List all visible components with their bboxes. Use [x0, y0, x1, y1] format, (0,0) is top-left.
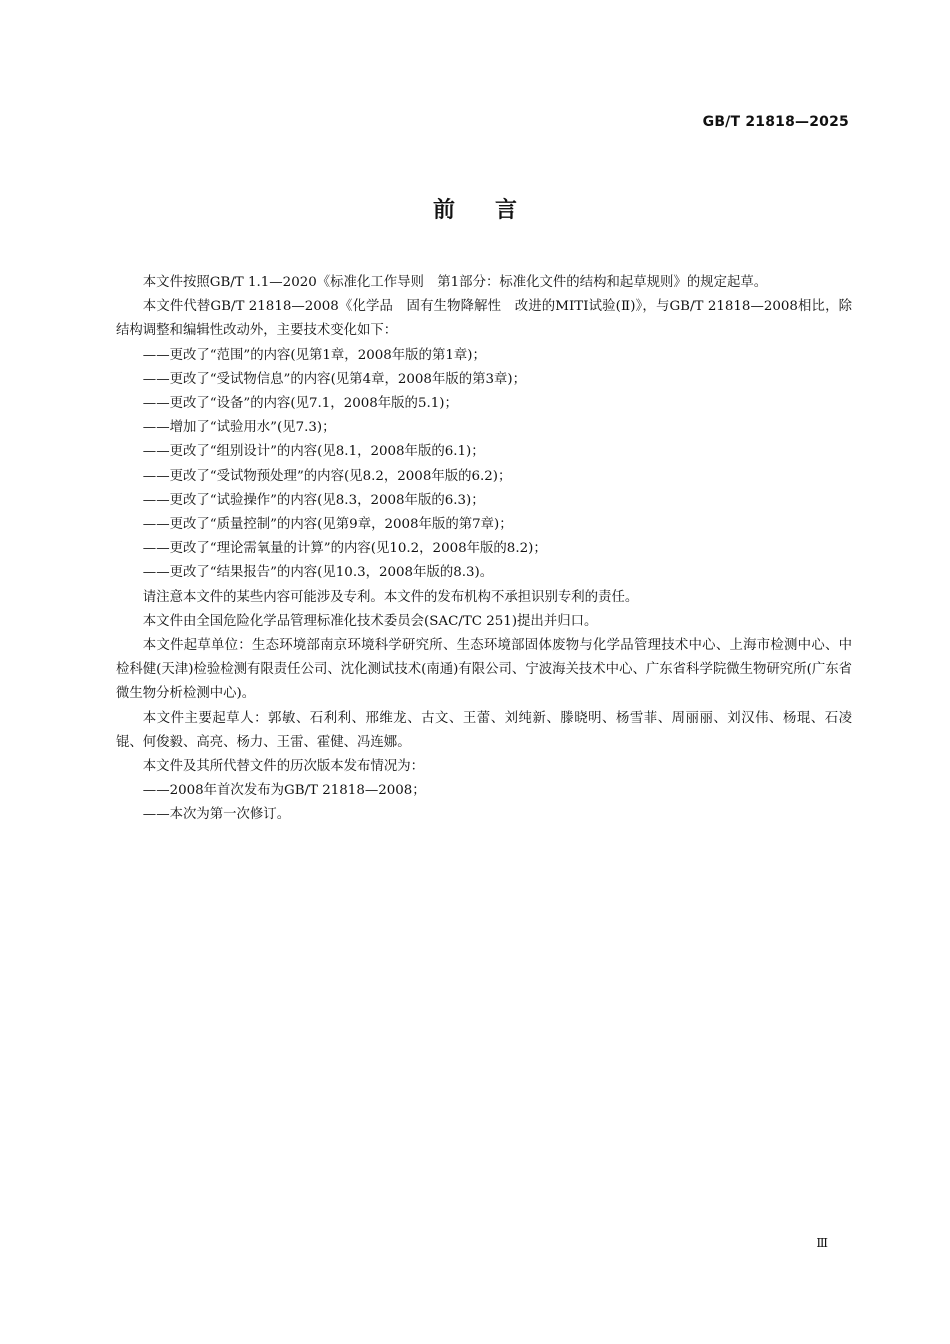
change-item-quality-control: ——更改了“质量控制”的内容(见第9章，2008年版的第7章)； [142, 517, 513, 533]
change-item-test-substance: ——更改了“受试物信息”的内容(见第4章，2008年版的第3章)； [142, 371, 527, 387]
change-item-test-water: ——增加了“试验用水”(见7.3)； [142, 420, 336, 436]
history-item-first-release: ——2008年首次发布为GB/T 21818—2008； [142, 783, 426, 799]
history-item-revision: ——本次为第一次修订。 [142, 807, 291, 823]
change-item-test-operation: ——更改了“试验操作”的内容(见8.3，2008年版的6.3)； [142, 492, 485, 508]
paragraph-patent-notice: 请注意本文件的某些内容可能涉及专利。本文件的发布机构不承担识别专利的责任。 [142, 589, 639, 605]
page-number: Ⅲ [816, 1236, 828, 1250]
document-body [116, 271, 852, 828]
paragraph-committee: 本文件由全国危险化学品管理标准化技术委员会(SAC/TC 251)提出并归口。 [142, 613, 598, 629]
change-item-pretreatment: ——更改了“受试物预处理”的内容(见8.2，2008年版的6.2)； [142, 468, 512, 484]
change-item-result-report: ——更改了“结果报告”的内容(见10.3，2008年版的8.3)。 [142, 565, 494, 581]
paragraph-drafting-rules: 本文件按照GB/T 1.1—2020《标准化工作导则 第1部分：标准化文件的结构和起草规则》的规定起草。 [142, 275, 768, 290]
paragraph-history: 本文件及其所代替文件的历次版本发布情况为： [142, 759, 424, 775]
paragraph-drafters: 本文件主要起草人：郭敏、石利利、邢维龙、古文、王蕾、刘纯新、滕晓明、杨雪菲、周丽丽、刘汉伟、杨琨、石凌锟、何俊毅、高亮、杨力、王雷、霍健、冯连娜。 [116, 710, 852, 750]
page-title: 前言 [432, 198, 557, 223]
standard-number: GB/T 21818—2025 [702, 114, 849, 130]
paragraph-replacement: 本文件代替GB/T 21818—2008《化学品 固有生物降解性 改进的MITI试验(Ⅱ)》，与GB/T 21818—2008相比，除结构调整和编辑性改动外，主要技术变化如下： [116, 299, 852, 339]
change-item-thod-calculation: ——更改了“理论需氧量的计算”的内容(见10.2，2008年版的8.2)； [142, 541, 547, 557]
paragraph-drafting-units: 本文件起草单位：生态环境部南京环境科学研究所、生态环境部固体废物与化学品管理技术中心、上海市检测中心、中检科健(天津)检验检测有限责任公司、沈化测试技术(南通)有限公司、宁波海关技术中心、广东省科学院微生物研究所(广东省微生物分析检测中心)。 [116, 638, 852, 702]
change-item-equipment: ——更改了“设备”的内容(见7.1，2008年版的5.1)； [142, 396, 458, 412]
change-item-group-design: ——更改了“组别设计”的内容(见8.1，2008年版的6.1)； [142, 444, 485, 460]
change-item-scope: ——更改了“范围”的内容(见第1章，2008年版的第1章)； [142, 347, 486, 363]
